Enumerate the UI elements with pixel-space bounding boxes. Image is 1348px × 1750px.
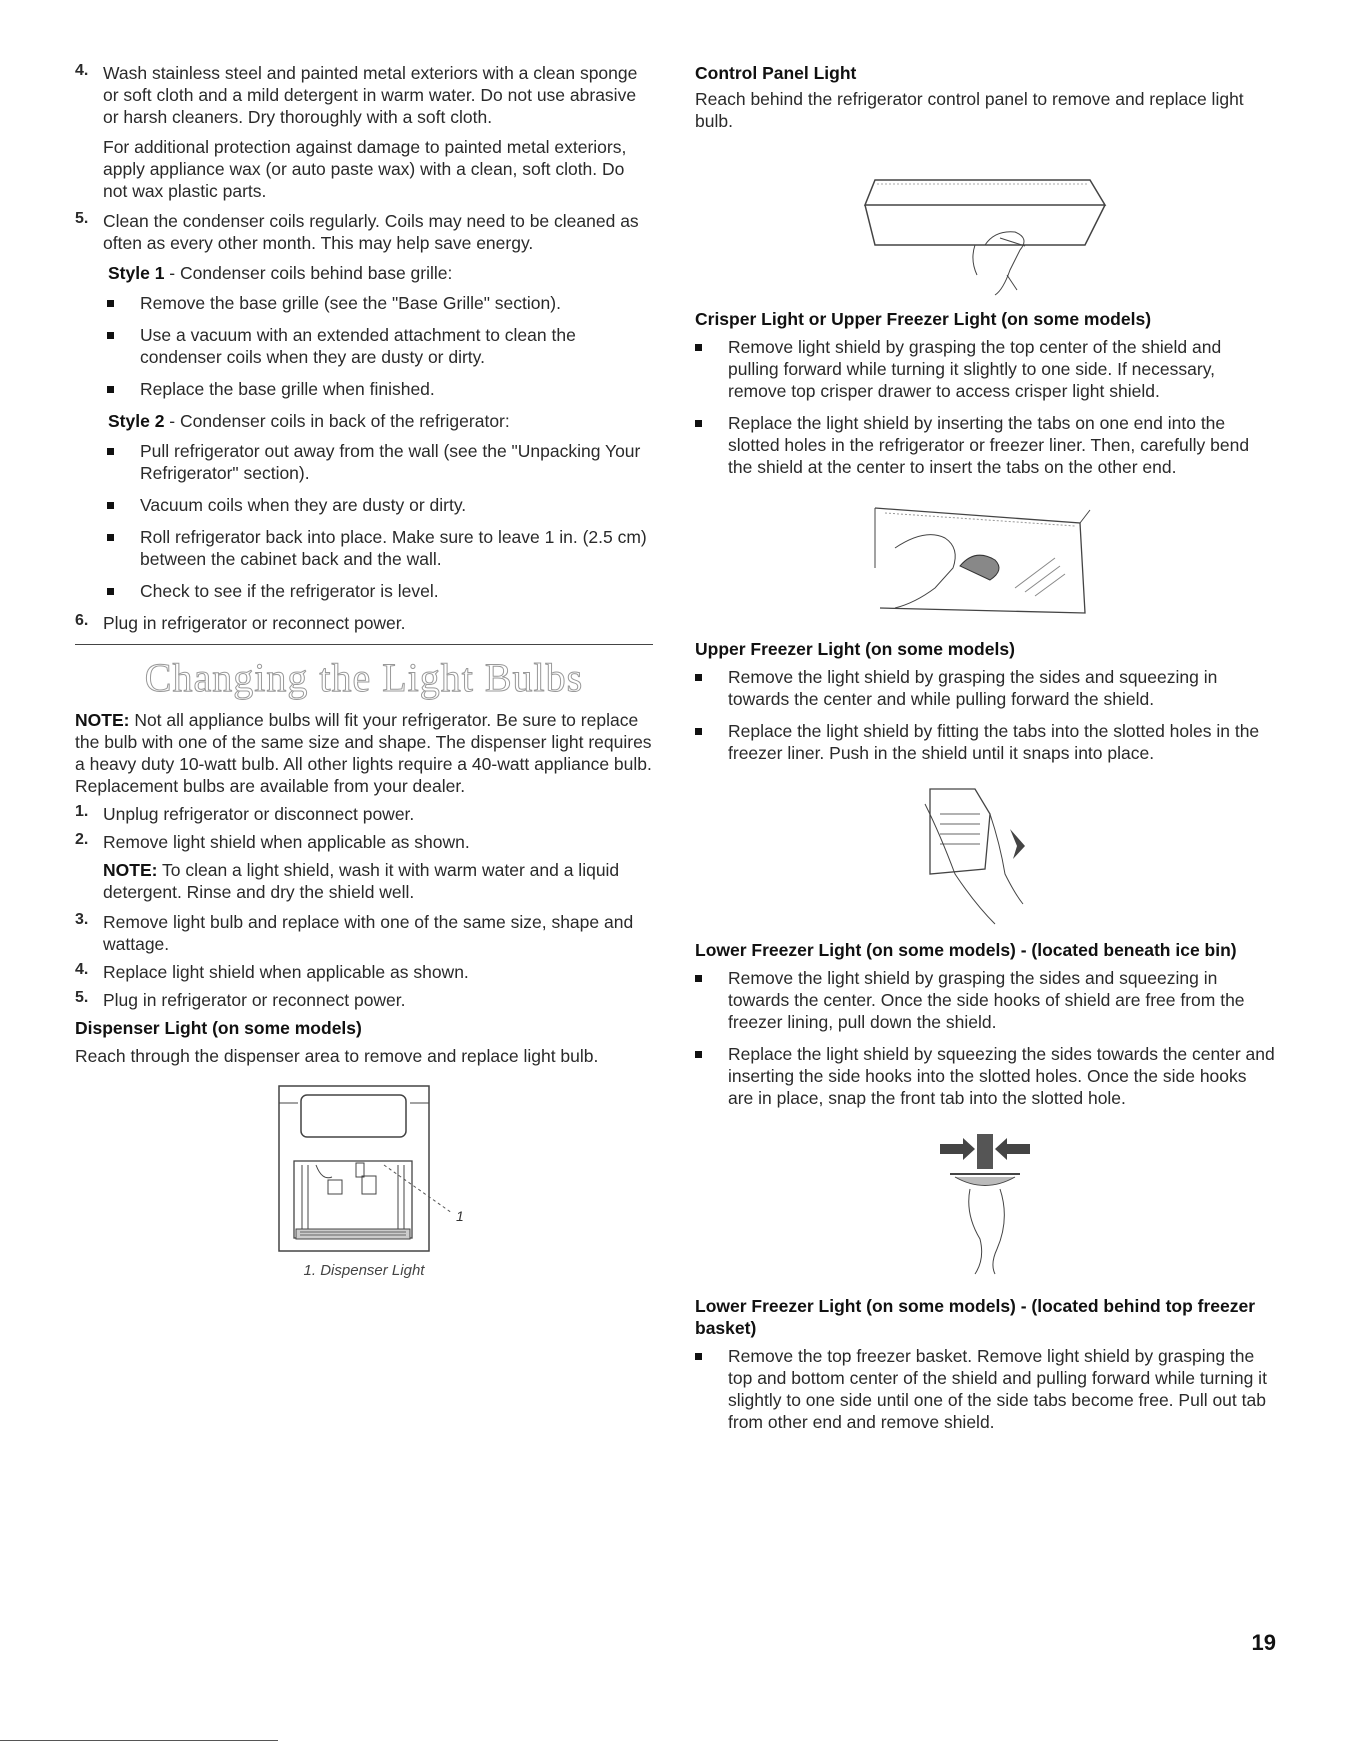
bullet-icon [107, 534, 114, 541]
dispenser-heading: Dispenser Light (on some models) [75, 1018, 362, 1038]
step-number: 2. [75, 831, 89, 848]
upper-freezer-light-illustration [885, 774, 1085, 929]
footer-rule [0, 1740, 278, 1741]
list-item-text: Use a vacuum with an extended attachment to clean the condenser coils when they are dusty or dirty. [140, 325, 576, 367]
style-1-text: - Condenser coils behind base grille: [164, 263, 453, 283]
item-4-sub: For additional protection against damage to painted metal exteriors, apply appliance wax (or auto paste wax) with a clean, soft cloth. Do not wax plastic parts. [103, 137, 627, 201]
step-2 [75, 831, 653, 853]
list-item-text: Remove the top freezer basket. Remove light shield by grasping the top and bottom center of the shield and pulling forward while turning it slightly to one side until one of the side tabs become free. Pull out tab from other end and remove shield. [728, 1346, 1267, 1432]
step-number: 5. [75, 989, 89, 1006]
style-2-label: Style 2 [108, 411, 165, 431]
list-item-text: Check to see if the refrigerator is level. [140, 581, 439, 601]
list-item [75, 494, 653, 516]
style-2-text: - Condenser coils in back of the refrigerator: [164, 411, 510, 431]
item-text: Clean the condenser coils regularly. Coils may need to be cleaned as often as every other month. This may help save energy. [103, 211, 639, 253]
bullet-icon [695, 420, 702, 427]
section-title: Changing the Light Bulbs [144, 655, 584, 700]
list-item [695, 720, 1275, 764]
list-item [695, 412, 1275, 478]
bullet-icon [695, 975, 702, 982]
step-text: Plug in refrigerator or reconnect power. [103, 990, 406, 1010]
item-number: 5. [75, 210, 89, 227]
control-panel-text: Reach behind the refrigerator control panel to remove and replace light bulb. [695, 89, 1244, 131]
list-item-text: Replace the light shield by fitting the tabs into the slotted holes in the freezer liner. Push in the shield until it snaps into place. [728, 721, 1260, 763]
bullet-icon [695, 1051, 702, 1058]
list-item-text: Remove the base grille (see the "Base Grille" section). [140, 293, 561, 313]
list-item-text: Replace the base grille when finished. [140, 379, 435, 399]
callout-number: 1 [456, 1208, 464, 1224]
bullet-icon [107, 386, 114, 393]
list-item [695, 666, 1275, 710]
crisper-heading: Crisper Light or Upper Freezer Light (on some models) [695, 309, 1152, 329]
bullet-icon [695, 728, 702, 735]
list-item-text: Replace the light shield by inserting the tabs on one end into the slotted holes in the refrigerator or freezer liner. Then, carefully bend the shield at the center to insert the tabs on the other end. [728, 413, 1250, 477]
step-3 [75, 911, 653, 955]
list-item [695, 1345, 1275, 1433]
right-column [695, 62, 1275, 1443]
item-text: Plug in refrigerator or reconnect power. [103, 613, 406, 633]
note-label: NOTE: [103, 860, 158, 880]
bullet-icon [695, 1353, 702, 1360]
list-item [75, 580, 653, 602]
item-text: Wash stainless steel and painted metal exteriors with a clean sponge or soft cloth and a mild detergent in warm water. Do not use abrasive or harsh cleaners. Dry thoroughly with a soft cloth. [103, 63, 638, 127]
control-panel-light-illustration [825, 150, 1145, 300]
bullet-icon [107, 502, 114, 509]
step-text: Unplug refrigerator or disconnect power. [103, 804, 415, 824]
step-2-note [75, 859, 653, 903]
list-item [75, 526, 653, 570]
lower-freezer-ice-bin-heading: Lower Freezer Light (on some models) - (located beneath ice bin) [695, 940, 1237, 960]
note-label: NOTE: [75, 710, 130, 730]
crisper-light-illustration [835, 488, 1135, 628]
item-4 [75, 62, 653, 128]
page-number: 19 [1251, 1630, 1276, 1655]
list-item [75, 292, 653, 314]
step-text: Remove light shield when applicable as shown. [103, 832, 470, 852]
step-5 [75, 989, 653, 1011]
list-item-text: Vacuum coils when they are dusty or dirty. [140, 495, 467, 515]
style-2-line [75, 410, 653, 432]
step-4 [75, 961, 653, 983]
note-text: To clean a light shield, wash it with warm water and a liquid detergent. Rinse and dry the shield well. [103, 860, 620, 902]
figure-caption: 1. Dispenser Light [303, 1262, 425, 1279]
list-item [695, 967, 1275, 1033]
upper-freezer-heading: Upper Freezer Light (on some models) [695, 639, 1015, 659]
list-item [75, 378, 653, 400]
step-number: 1. [75, 803, 89, 820]
step-text: Replace light shield when applicable as shown. [103, 962, 469, 982]
list-item-text: Pull refrigerator out away from the wall (see the "Unpacking Your Refrigerator" section). [140, 441, 641, 483]
bullet-icon [107, 448, 114, 455]
item-6 [75, 612, 653, 634]
step-number: 3. [75, 911, 89, 928]
list-item [695, 1043, 1275, 1109]
bullet-icon [695, 674, 702, 681]
note-text: Not all appliance bulbs will fit your refrigerator. Be sure to replace the bulb with one of the same size and shape. The dispenser light requires a heavy duty 10-watt bulb. All other lights require a 40-watt appliance bulb. Replacement bulbs are available from your dealer. [75, 710, 652, 796]
step-number: 4. [75, 961, 89, 978]
bullet-icon [107, 588, 114, 595]
style-1-label: Style 1 [108, 263, 165, 283]
item-number: 6. [75, 612, 89, 629]
item-5 [75, 210, 653, 254]
list-item-text: Remove light shield by grasping the top center of the shield and pulling forward while turning it slightly to one side. If necessary, remove top crisper drawer to access crisper light shield. [728, 337, 1222, 401]
section-divider [75, 644, 653, 645]
list-item [75, 324, 653, 368]
dispenser-light-illustration [244, 1081, 484, 1256]
bullet-icon [107, 332, 114, 339]
lower-freezer-basket-heading: Lower Freezer Light (on some models) - (located behind top freezer basket) [695, 1296, 1256, 1338]
bullet-icon [107, 300, 114, 307]
bullet-icon [695, 344, 702, 351]
control-panel-heading: Control Panel Light [695, 63, 857, 83]
list-item [75, 440, 653, 484]
dispenser-text: Reach through the dispenser area to remove and replace light bulb. [75, 1046, 599, 1066]
list-item-text: Replace the light shield by squeezing the sides towards the center and inserting the side hooks into the slotted holes. Once the side hooks are in place, snap the front tab into the slotted hole. [728, 1044, 1275, 1108]
list-item-text: Roll refrigerator back into place. Make sure to leave 1 in. (2.5 cm) between the cabinet back and the wall. [140, 527, 647, 569]
list-item-text: Remove the light shield by grasping the sides and squeezing in towards the center. Once the side hooks of shield are free from the freezer lining, pull down the shield. [728, 968, 1245, 1032]
note-paragraph [75, 709, 653, 797]
left-column [75, 62, 653, 1279]
item-number: 4. [75, 62, 89, 79]
step-text: Remove light bulb and replace with one of the same size, shape and wattage. [103, 912, 634, 954]
step-1 [75, 803, 653, 825]
lower-freezer-ice-bin-illustration [885, 1119, 1085, 1279]
style-1-line [75, 262, 653, 284]
list-item-text: Remove the light shield by grasping the sides and squeezing in towards the center and while pulling forward the shield. [728, 667, 1218, 709]
list-item [695, 336, 1275, 402]
